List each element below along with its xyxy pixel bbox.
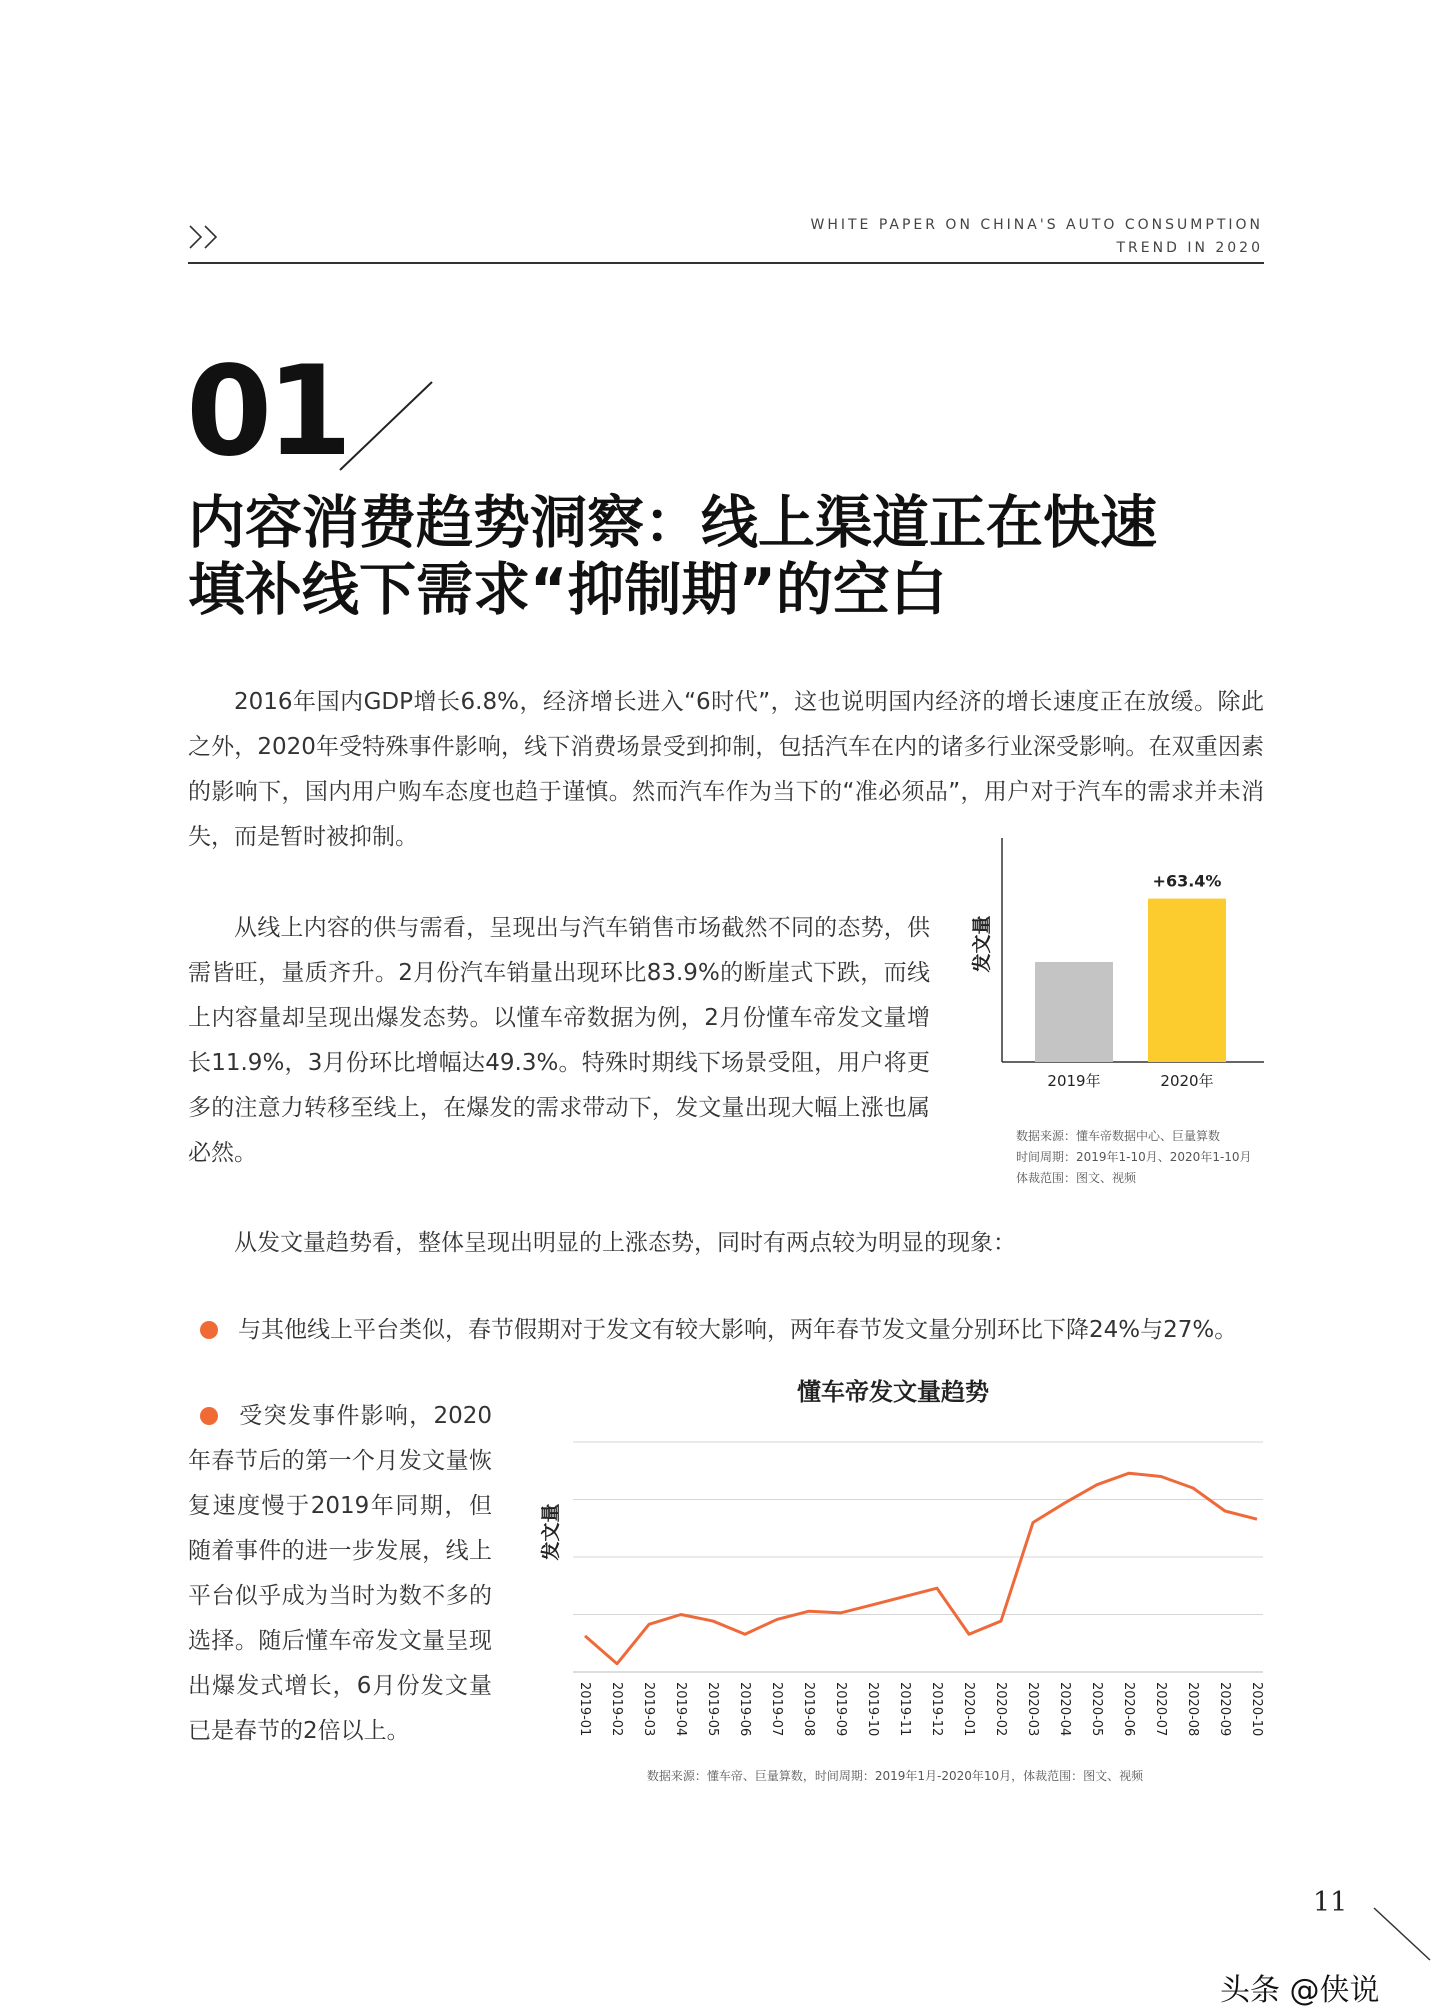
- header-rule: [188, 262, 1264, 264]
- page-number: 11: [1313, 1887, 1348, 1918]
- bullet-dot-icon: [200, 1321, 218, 1339]
- header-line-2: TREND IN 2020: [1116, 240, 1263, 256]
- bar-1: [1035, 962, 1113, 1062]
- x-tick-label: 2020-10: [1249, 1682, 1264, 1737]
- x-tick-label: 2019-07: [769, 1682, 784, 1737]
- x-tick-label: 2020-06: [1121, 1682, 1136, 1737]
- x-tick-label: 2020-03: [1025, 1682, 1040, 1737]
- bar-chart-notes: [1016, 1126, 1252, 1189]
- section-title-line-2: 填补线下需求“抑制期”的空白: [188, 557, 947, 623]
- bullet-2: [188, 1394, 492, 1754]
- line-chart-ylabel: 发文量: [540, 1503, 562, 1561]
- x-tick-label: 2019-05: [705, 1682, 720, 1737]
- header-line-1: WHITE PAPER ON CHINA'S AUTO CONSUMPTION: [810, 217, 1263, 233]
- bar-chart-note-2: 时间周期：2019年1-10月、2020年1-10月: [1016, 1150, 1252, 1164]
- double-chevron-icon: [188, 222, 222, 252]
- bullet-1: [200, 1308, 1237, 1353]
- x-tick-label: 2019-03: [641, 1682, 656, 1737]
- section-title: [188, 490, 1157, 624]
- x-tick-label: 2020-02: [993, 1682, 1008, 1737]
- bar-2: [1148, 899, 1226, 1062]
- section-title-line-1: 内容消费趋势洞察：线上渠道正在快速: [188, 490, 1157, 556]
- header-title: [811, 214, 1264, 260]
- x-tick-label: 2019-11: [897, 1682, 912, 1737]
- bullet-1-text: 与其他线上平台类似，春节假期对于发文有较大影响，两年春节发文量分别环比下降24%与27%。: [238, 1317, 1238, 1343]
- bar-chart-ylabel: 发文量: [971, 915, 993, 973]
- bullet-dot-icon: [200, 1407, 218, 1425]
- section-number: 01: [186, 340, 347, 484]
- x-tick-label: 2020-07: [1153, 1682, 1168, 1737]
- x-tick-label: 2019-06: [737, 1682, 752, 1737]
- bullet-2-text: 受突发事件影响，2020年春节后的第一个月发文量恢复速度慢于2019年同期，但随着事件的进一步发展，线上平台似乎成为当时为数不多的选择。随后懂车帝发文量呈现出爆发式增长，6月份发文量已是春节的2倍以上。: [188, 1403, 492, 1744]
- page-slash-decoration: [1372, 1906, 1432, 1962]
- line-series: [585, 1473, 1257, 1664]
- watermark: 头条 @侠说: [1220, 1973, 1380, 2008]
- bar-category-label: 2019年: [1047, 1072, 1101, 1090]
- x-tick-label: 2019-01: [577, 1682, 592, 1737]
- x-tick-label: 2019-08: [801, 1682, 816, 1737]
- x-tick-label: 2019-12: [929, 1682, 944, 1737]
- x-tick-label: 2019-04: [673, 1682, 688, 1737]
- x-tick-label: 2019-02: [609, 1682, 624, 1737]
- bar-chart-note-1: 数据来源：懂车帝数据中心、巨量算数: [1016, 1129, 1221, 1143]
- line-chart: [535, 1370, 1270, 1790]
- x-tick-label: 2020-04: [1057, 1682, 1072, 1737]
- line-chart-title: 懂车帝发文量趋势: [797, 1378, 989, 1406]
- bar-chart-note-3: 体裁范围：图文、视频: [1016, 1171, 1137, 1185]
- paragraph-3: 从发文量趋势看，整体呈现出明显的上涨态势，同时有两点较为明显的现象：: [234, 1230, 1016, 1256]
- paragraph-2: 从线上内容的供与需看，呈现出与汽车销售市场截然不同的态势，供需皆旺，量质齐升。2月份汽车销量出现环比83.9%的断崖式下跌，而线上内容量却呈现出爆发态势。以懂车帝数据为例，2月份懂车帝发文量增长11.9%，3月份环比增幅达49.3%。特殊时期线下场景受阻，用户将更多的注意力转移至线上，在爆发的需求带动下，发文量出现大幅上涨也属必然。: [188, 915, 930, 1166]
- bar-chart: [960, 832, 1270, 1102]
- paragraph-1: 2016年国内GDP增长6.8%，经济增长进入“6时代”，这也说明国内经济的增长速度正在放缓。除此之外，2020年受特殊事件影响，线下消费场景受到抑制，包括汽车在内的诸多行业深受影响。在双重因素的影响下，国内用户购车态度也趋于谨慎。然而汽车作为当下的“准必须品”，用户对于汽车的需求并未消失，而是暂时被抑制。: [188, 689, 1264, 850]
- bar-annotation: +63.4%: [1152, 871, 1222, 891]
- slash-decoration: [336, 378, 436, 474]
- x-tick-label: 2020-05: [1089, 1682, 1104, 1737]
- x-tick-label: 2020-01: [961, 1682, 976, 1737]
- bar-category-label: 2020年: [1160, 1072, 1214, 1090]
- x-tick-label: 2020-09: [1217, 1682, 1232, 1737]
- x-tick-label: 2019-09: [833, 1682, 848, 1737]
- x-tick-label: 2019-10: [865, 1682, 880, 1737]
- x-tick-label: 2020-08: [1185, 1682, 1200, 1737]
- line-chart-note: 数据来源：懂车帝、巨量算数，时间周期：2019年1月-2020年10月，体裁范围：图文、视频: [646, 1769, 1144, 1783]
